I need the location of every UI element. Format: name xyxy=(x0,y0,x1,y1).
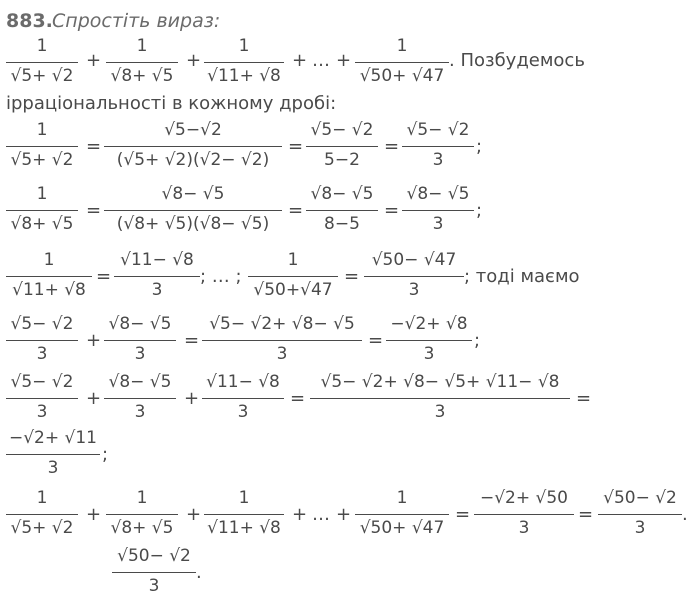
fraction-bar xyxy=(402,210,474,211)
denominator: √50+√47 xyxy=(253,280,333,300)
fraction-bar xyxy=(248,276,338,277)
semicolon-ellipsis: ; … ; xyxy=(200,266,242,287)
denominator: 3 xyxy=(134,402,146,422)
fraction-bar xyxy=(202,398,284,399)
intro-text-line2: ірраціональності в кожному дробі: xyxy=(6,93,337,114)
plus-sign: + xyxy=(292,504,308,525)
denominator: 3 xyxy=(434,402,446,422)
period: . xyxy=(682,504,688,525)
fraction-1-over-sqrt5-sqrt2 xyxy=(6,38,78,88)
fraction-row2-3 xyxy=(306,122,378,172)
fraction-bar xyxy=(6,454,100,455)
equals-sign: = xyxy=(96,266,112,287)
plus-sign: + xyxy=(186,504,202,525)
intro-text: . Позбудемось xyxy=(449,50,585,71)
plus-sign: + xyxy=(186,50,202,71)
numerator: √8− √5 xyxy=(406,184,470,204)
fraction-bar xyxy=(104,210,282,211)
fraction-row8-5 xyxy=(474,490,574,540)
numerator: 1 xyxy=(36,36,48,56)
equals-sign: = xyxy=(384,136,400,157)
fraction-row3-2 xyxy=(104,186,282,236)
fraction-bar xyxy=(474,514,574,515)
denominator: √8+ √5 xyxy=(10,214,74,234)
fraction-row4-1 xyxy=(6,252,92,302)
equals-sign: = xyxy=(184,330,200,351)
fraction-bar xyxy=(6,514,78,515)
plus-sign: + xyxy=(86,504,102,525)
semicolon: ; xyxy=(474,330,481,351)
fraction-bar xyxy=(204,62,284,63)
fraction-row2-1 xyxy=(6,122,78,172)
numerator: √5− √2 xyxy=(310,120,374,140)
numerator: √5− √2 xyxy=(406,120,470,140)
fraction-bar xyxy=(204,514,284,515)
fraction-row6-2 xyxy=(104,374,176,424)
numerator: −√2+ √11 xyxy=(8,428,97,448)
numerator: √8− √5 xyxy=(310,184,374,204)
ellipsis: … xyxy=(312,504,330,525)
denominator: 3 xyxy=(151,280,163,300)
denominator: 3 xyxy=(237,402,249,422)
numerator: −√2+ √50 xyxy=(479,488,568,508)
denominator: 3 xyxy=(276,344,288,364)
fraction-row3-4 xyxy=(402,186,474,236)
denominator: √8+ √5 xyxy=(110,66,174,86)
fraction-bar xyxy=(6,146,78,147)
numerator: 1 xyxy=(238,488,250,508)
fraction-row8-3 xyxy=(204,490,284,540)
equals-sign: = xyxy=(290,388,306,409)
fraction-1-over-sqrt11-sqrt8 xyxy=(204,38,284,88)
numerator: √11− √8 xyxy=(206,372,280,392)
fraction-bar xyxy=(306,210,378,211)
plus-sign: + xyxy=(86,388,102,409)
semicolon: ; xyxy=(102,444,109,465)
numerator: 1 xyxy=(43,250,55,270)
fraction-1-over-sqrt8-sqrt5 xyxy=(106,38,178,88)
fraction-bar xyxy=(6,340,78,341)
semicolon: ; xyxy=(476,200,483,221)
then-we-have-text: ; тоді маємо xyxy=(464,266,580,287)
numerator: √5− √2 xyxy=(10,314,74,334)
equals-sign: = xyxy=(578,504,594,525)
numerator: √50− √2 xyxy=(117,546,191,566)
denominator: √5+ √2 xyxy=(10,518,74,538)
denominator: √11+ √8 xyxy=(12,280,86,300)
equals-sign: = xyxy=(368,330,384,351)
fraction-row8-1 xyxy=(6,490,78,540)
fraction-row5-4 xyxy=(386,316,472,366)
fraction-bar xyxy=(202,340,362,341)
denominator: 3 xyxy=(432,150,444,170)
equals-sign: = xyxy=(384,200,400,221)
numerator: √5− √2+ √8− √5 xyxy=(209,314,355,334)
fraction-row2-2 xyxy=(104,122,282,172)
fraction-bar xyxy=(112,572,196,573)
numerator: √50− √47 xyxy=(371,250,457,270)
numerator: 1 xyxy=(396,488,408,508)
fraction-bar xyxy=(106,62,178,63)
equals-sign: = xyxy=(576,388,592,409)
numerator: √5− √2 xyxy=(10,372,74,392)
fraction-row5-3 xyxy=(202,316,362,366)
denominator: 3 xyxy=(36,402,48,422)
numerator: √8− √5 xyxy=(108,314,172,334)
equals-sign: = xyxy=(455,504,471,525)
fraction-row4-4 xyxy=(364,252,464,302)
denominator: 8−5 xyxy=(324,214,360,234)
denominator: √5+ √2 xyxy=(10,150,74,170)
denominator: 3 xyxy=(36,344,48,364)
denominator: √50+ √47 xyxy=(359,518,445,538)
numerator: √5−√2 xyxy=(164,120,222,140)
numerator: √8− √5 xyxy=(161,184,225,204)
fraction-row4-2 xyxy=(114,252,200,302)
numerator: 1 xyxy=(238,36,250,56)
denominator: √50+ √47 xyxy=(359,66,445,86)
plus-sign: + xyxy=(86,50,102,71)
numerator: −√2+ √8 xyxy=(390,314,468,334)
denominator: √11+ √8 xyxy=(207,66,281,86)
fraction-row8-2 xyxy=(106,490,178,540)
fraction-bar xyxy=(6,276,92,277)
plus-sign: + xyxy=(292,50,308,71)
numerator: 1 xyxy=(36,120,48,140)
fraction-bar xyxy=(386,340,472,341)
fraction-row8-4 xyxy=(355,490,449,540)
denominator: (√5+ √2)(√2− √2) xyxy=(116,150,270,170)
fraction-1-over-sqrt50-sqrt47 xyxy=(355,38,449,88)
fraction-bar xyxy=(402,146,474,147)
denominator: (√8+ √5)(√8− √5) xyxy=(116,214,270,234)
denominator: √11+ √8 xyxy=(207,518,281,538)
numerator: 1 xyxy=(396,36,408,56)
fraction-row8-6 xyxy=(598,490,682,540)
semicolon: ; xyxy=(476,136,483,157)
numerator: 1 xyxy=(136,488,148,508)
fraction-bar xyxy=(104,398,176,399)
plus-sign: + xyxy=(336,504,352,525)
denominator: √5+ √2 xyxy=(10,66,74,86)
fraction-bar xyxy=(310,398,570,399)
fraction-bar xyxy=(6,210,78,211)
denominator: 3 xyxy=(423,344,435,364)
fraction-row6-1 xyxy=(6,374,78,424)
numerator: √11− √8 xyxy=(120,250,194,270)
fraction-bar xyxy=(104,340,176,341)
numerator: 1 xyxy=(136,36,148,56)
equals-sign: = xyxy=(288,136,304,157)
fraction-row9-1 xyxy=(112,548,196,598)
fraction-bar xyxy=(364,276,464,277)
denominator: 3 xyxy=(47,458,59,478)
numerator: 1 xyxy=(36,488,48,508)
period: . xyxy=(196,562,202,583)
numerator: √8− √5 xyxy=(108,372,172,392)
fraction-row3-1 xyxy=(6,186,78,236)
fraction-row6-4 xyxy=(310,374,570,424)
numerator: √5− √2+ √8− √5+ √11− √8 xyxy=(320,372,560,392)
numerator: 1 xyxy=(287,250,299,270)
denominator: 3 xyxy=(148,576,160,596)
denominator: √8+ √5 xyxy=(110,518,174,538)
denominator: 3 xyxy=(408,280,420,300)
exercise-instruction: Спростіть вираз: xyxy=(52,10,221,32)
fraction-row6-3 xyxy=(202,374,284,424)
denominator: 5−2 xyxy=(324,150,360,170)
fraction-bar xyxy=(114,276,200,277)
denominator: 3 xyxy=(518,518,530,538)
fraction-row7-1 xyxy=(6,430,100,480)
fraction-row3-3 xyxy=(306,186,378,236)
exercise-number: 883. xyxy=(6,10,53,32)
fraction-bar xyxy=(6,62,78,63)
equals-sign: = xyxy=(86,136,102,157)
equals-sign: = xyxy=(288,200,304,221)
numerator: √50− √2 xyxy=(603,488,677,508)
fraction-row5-1 xyxy=(6,316,78,366)
denominator: 3 xyxy=(134,344,146,364)
plus-sign: + xyxy=(184,388,200,409)
plus-sign: + xyxy=(336,50,352,71)
fraction-bar xyxy=(598,514,682,515)
fraction-bar xyxy=(106,514,178,515)
fraction-row4-3 xyxy=(248,252,338,302)
equals-sign: = xyxy=(344,266,360,287)
fraction-row5-2 xyxy=(104,316,176,366)
denominator: 3 xyxy=(432,214,444,234)
equals-sign: = xyxy=(86,200,102,221)
fraction-row2-4 xyxy=(402,122,474,172)
fraction-bar xyxy=(6,398,78,399)
plus-sign: + xyxy=(86,330,102,351)
ellipsis: … xyxy=(312,50,330,71)
fraction-bar xyxy=(355,62,449,63)
fraction-bar xyxy=(104,146,282,147)
denominator: 3 xyxy=(634,518,646,538)
fraction-bar xyxy=(306,146,378,147)
fraction-bar xyxy=(355,514,449,515)
numerator: 1 xyxy=(36,184,48,204)
